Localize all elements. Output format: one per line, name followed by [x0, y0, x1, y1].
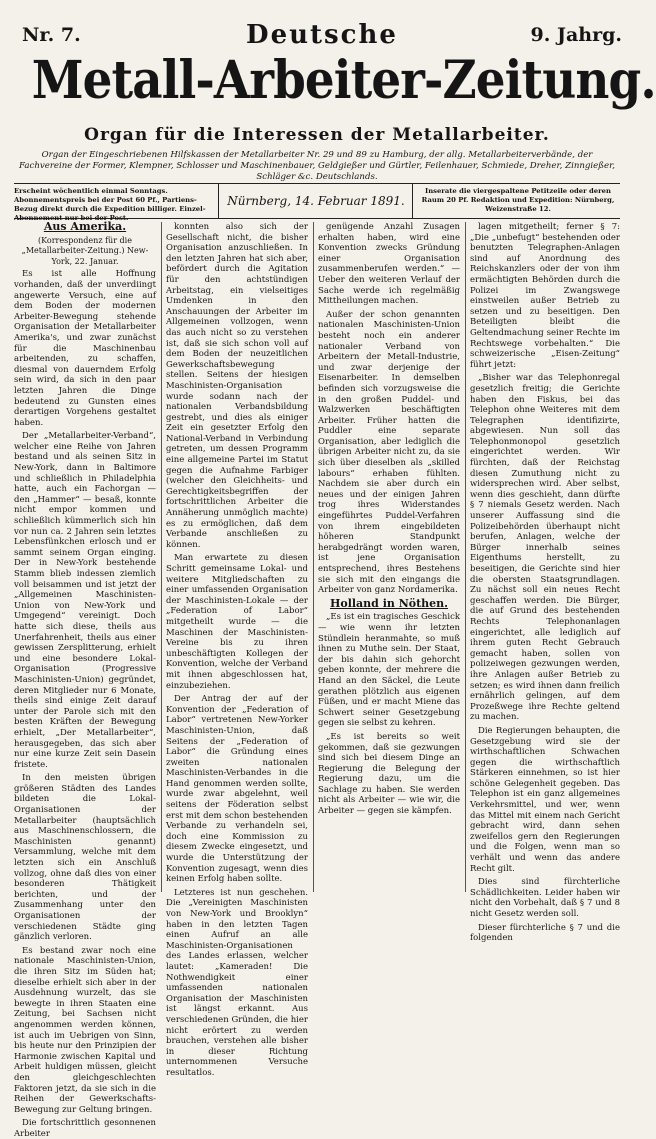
section-heading: Holland in Nöthen. — [329, 596, 449, 610]
masthead-topline — [22, 20, 622, 48]
column-rule — [465, 222, 466, 892]
paragraph: lagen mitgetheilt; ferner § 7: „Die „unbefugt“ bestehenden oder benutzten Telegraphen-Anlagen sind auf Anordnung des Reichskanzlers oder der von ihm ermächtigten Behörden durch die Polizei im Zwangswege einstweilen außer Betrieb zu setzen und zu beseitigen. Den Beteiligten bleibt die Geltendmachung seiner Rechte im Rechtswege vorbehalten.“ Die schweizerische „Eisen-Zeitung“ führt jetzt: — [470, 222, 620, 370]
column-2 — [166, 222, 308, 1078]
paragraph: Der „Metallarbeiter-Verband“, welcher eine Reihe von Jahren bestand und als seinen Sitz in New-York, dann in Baltimore und schließlich in Philadelphia hatte, auch ein Fachorgan — den „Hammer“ — besaß, konnte nicht empor kommen und schließlich kümmerlich sich hin vor nun ca. 2 Jahren sein letztes Lebensfünkchen erlosch und er sammt seinem Organ einging. Der in New-York bestehende Stamm blieb indessen ziemlich voll beisammen und ist jetzt der „Allgemeinen Maschinisten-Union von New-York und Umgegend“ vereinigt. Doch hatte sich diese, theils aus Unerfahrenheit, theils aus einer gewissen Zersplitterung, erhielt und eine besondere Lokal-Organisation (Progressive Maschinisten-Union) gegründet, deren Mitglieder nur 6 Monate, theils sind einige Zeit darauf unter der Parole sich mit den besten Kräften der Bewegung erhielt, „Der Metallarbeiter“, herausgegeben, das sich aber nur eine kurze Zeit sein Dasein fristete. — [14, 431, 156, 770]
issue-year: 9. Jahrg. — [530, 24, 622, 46]
title-top: Deutsche — [246, 20, 398, 50]
column-rule — [161, 222, 162, 892]
paragraph: „Es ist ein tragisches Geschick — wie wenn ihr letzten Stündlein heranmahte, so muß ihnen zu Muthe sein. Der Staat, der bis dahin sich gehorcht geben konnte, der mehrere die Hand an den Säckel, die Leute gerathen plötzlich aus eigenen Füßen, und er macht Miene das Schwert seiner Gesetzgebung gegen sie selbst zu kehren. — [318, 612, 460, 729]
article-heading: Aus Amerika. — [43, 220, 127, 233]
paragraph: Die Regierungen behaupten, die Gesetzgebung wird sie der wirthschaftlichen Schwachen gegen die wirthschaftlich Stärkeren einnehmen, so ist hier schöne Gelegenheit gegeben. Das Telephon ist ein ganz allgemeines Verkehrsmittel, und wer, wenn das Mittel mit einem nach Gericht gebracht wird, dann sehen zweifellos gern den Regierungen und die Folgen, wenn man so verhält und wenn das andere Recht gilt. — [470, 725, 620, 874]
paragraph: Der Antrag der auf der Konvention der „Federation of Labor“ vertretenen New-Yorker Maschinisten-Union, daß Seitens der „Federation of Labor“ die Gründung eines zweiten nationalen Maschinisten-Verbandes in die Hand genommen werden sollte, wurde zwar abgelehnt, weil seitens der Föderation selbst erst mit dem schon bestehenden Verbande zu verhandeln sei, doch eine Kommission zu diesem Zwecke eingesetzt, und wurde die Unterstützung der Konvention zugesagt, wenn dies keinen Erfolg haben sollte. — [166, 694, 308, 885]
paragraph: In den meisten übrigen größeren Städten des Landes bildeten die Lokal-Organisationen der Metallarbeiter (hauptsächlich aus Maschinenschlossern, die Maschinisten genannt) Versammlung, welche mit dem letzten sich ein Anschluß vollzog, ohne daß dies von einer besonderen Thätigkeit berichten, und der Zusammenhang unter den Organisationen der verschiedenen Städte ging gänzlich verloren. — [14, 773, 156, 943]
column-3 — [318, 222, 460, 892]
column-4 — [470, 222, 620, 944]
issue-number: Nr. 7. — [22, 24, 81, 46]
paragraph: „Bisher war das Telephonregal gesetzlich freitig; die Gerichte haben den Fiskus, bei das Telephon ohne Weiteres mit dem Telegraphen identifizirte, abgewiesen. Nun soll das Telephonmonopol gesetzlich eingerichtet werden. Wir fürchten, daß der Reichstag diesen Zumuthung nicht zu widersprechen wird. Aber selbst, wenn dies geschieht, dann dürfte § 7 niemals Gesetz werden. Nach unserer Auffassung sind die Polizeibehörden überhaupt nicht berufen, Anlagen, welche der Bürger innerhalb seines Eigenthums herstellt, zu beseitigen, die Gerichte sind hier die obersten Staatsgrundlagen. Zu nächst soll ein neues Recht geschaffen werden. Die Bürger, die auf Grund des bestehenden Rechts Telephonanlagen eingerichtet, alle lediglich auf ihrem guten Recht Gebrauch gemacht haben, sollen von polizeiwegen gezwungen werden, ihre Anlagen außer Betrieb zu setzen; es wird ihnen dann freilich ernährlich gelingen, auf dem Prozeßwege ihre Rechte geltend zu machen. — [470, 373, 620, 723]
info-bar — [14, 183, 620, 222]
column-1 — [14, 220, 156, 1139]
info-divider — [412, 184, 413, 218]
paragraph: genügende Anzahl Zusagen erhalten haben, wird eine Konvention zwecks Gründung einer Organisation zusammenberufen werden.“ — Ueber den weiteren Verlauf der Sache werde ich regelmäßig Mittheilungen machen. — [318, 222, 460, 307]
subscription-info: Erscheint wöchentlich einmal Sonntags. Abonnementspreis bei der Post 60 Pf., Partiens-Bezug direkt durch die Expedition billiger. Einzel-Abonnement nur bei der Post. — [14, 187, 206, 222]
organ-line: Organ der Eingeschriebenen Hilfskassen der Metallarbeiter Nr. 29 und 89 zu Hamburg, der allg. Metallarbeiterverbände, der Fachvereine der Former, Klempner, Schlosser und Maschinenbauer, Geldgießer und Gürtler, Feilenhauer, Schmiede, Dreher, Zinngießer, Schläger &c. Deutschlands. — [19, 150, 615, 182]
paragraph: Außer der schon genannten nationalen Maschinisten-Union besteht noch ein anderer nationaler Verband von Arbeitern der Metall-Industrie, und zwar derjenige der Eisenarbeiter. In demselben befinden sich vorzugsweise die in den großen Puddel- und Walzwerken beschäftigten Arbeiter. Früher hatten die Puddler eine separate Organisation, aber lediglich die übrigen Arbeiter nicht zu, da sie sich über dieselben als „skilled labours“ erhaben fühlten. Nachdem sie aber durch ein neues und der einigen Jahren trog ihres Widerstandes eingeführtes Puddel-Verfahren von ihrem eingebildeten höheren Standpunkt herabgedrängt worden waren, ist jene Organisation entsprechend, ihres Bestehens sie sich mit den eingangs die Arbeiter von ganz Nordamerika. — [318, 309, 460, 596]
paragraph: „Es ist bereits so weit gekommen, daß sie gezwungen sind sich bei diesem Dinge an Regierung die Belegung der Regierung dazu, um die Sachlage zu haben. Sie werden nicht als Arbeiter — wie wir, die Arbeiter — gegen sie kämpfen. — [318, 731, 460, 817]
paragraph: Dieser fürchterliche § 7 und die folgenden — [470, 922, 620, 944]
paragraph: Es bestand zwar noch eine nationale Maschinisten-Union, die ihren Sitz im Süden hat; dieselbe erhielt sich aber in der Ausdehnung wurzelt, das sie bewegte in ihren Staaten eine Zeitung, bei Sachsen nicht angenommen werden können, ist auch im Uebrigen von Sinn, bis heute nur den Prinzipien der Harmonie zwischen Kapital und Arbeit huldigen müssen, gleicht den gleichgeschlechten Faktoren jetzt, da sie sich in die Reihen der Gewerkschafts-Bewegung zur Geltung bringen. — [14, 945, 156, 1115]
info-divider — [218, 184, 219, 218]
place-date: Nürnberg, 14. Februar 1891. — [227, 194, 405, 208]
advertising-info: Inserate die viergespaltene Petitzeile oder deren Raum 20 Pf. Redaktion und Expedition: Nürnberg, Weizenstraße 12. — [421, 187, 615, 213]
paragraph: Es ist alle Hoffnung vorhanden, daß der unverdiingt angewerte Versuch, eine auf dem Boden der modernen Arbeiter-Bewegung stehende Organisation der Metallarbeiter Amerika's, und zwar zunächst für die Maschinenbau arbeitenden, zu schaffen, diesmal von dauerndem Erfolg sein wird, da sich in den paar letzten Jahren die Dinge bedeutend zu Gunsten eines derartigen Vorgehens gestaltet haben. — [14, 269, 156, 428]
paragraph: Man erwartete zu diesen Schritt gemeinsame Lokal- und weitere Mitgliedschaften zu einer umfassenden Organisation der Maschinisten-Lokale — der „Federation of Labor“ mitgetheilt wurde — die Maschinen der Maschinisten-Vereine bis zu ihren unbeschäftigten Kollegen der Konvention, welche der Verband mit ihnen abgeschlossen hat, einzubeziehen. — [166, 553, 308, 691]
newspaper-title: Metall-Arbeiter-Zeitung. — [31, 50, 656, 111]
article-dateline: (Korrespondenz für die „Metallarbeiter-Zeitung.) New-York, 22. Januar. — [21, 235, 149, 266]
column-rule — [313, 222, 314, 892]
newspaper-subtitle: Organ für die Interessen der Metallarbeiter. — [84, 125, 550, 145]
paragraph: Die fortschrittlich gesonnenen Arbeiter — [14, 1118, 156, 1139]
paragraph: konnten also sich der Gesellschaft nicht, die bisher Organisation anzuschließen. In den letzten Jahren hat sich aber, befördert durch die Agitation für den achtstündigen Arbeitstag, ein vielseitiges Umdenken in den Anschauungen der Arbeiter im Allgemeinen vollzogen, wenn das auch nicht so zu verstehen ist, daß sie sich schon voll auf dem Boden der neuzeitlichen Gewerkschaftsbewegung stellen. Seitens der hiesigen Maschinisten-Organisation wurde sodann nach der nationalen Verbandsbildung gestrebt, und dies als einiger Zeit ein gesetzter Erfolg den National-Verband in Verbindung getreten, um dessen Programm eine allgemeine Partei im Statut gegen die Aufnahme Farbiger (welcher den Gleichheits- und Gerechtigkeitsbegriffen der fortschrittlichen Arbeiter die Annäherung unmöglich machte) es zu ermöglichen, daß dem Verbande anschließen zu können. — [166, 222, 308, 550]
paragraph: Dies sind fürchterliche Schädlichkeiten. Leider haben wir nicht den Vorbehalt, daß § 7 und 8 nicht Gesetz werden soll. — [470, 877, 620, 919]
paragraph: Letzteres ist nun geschehen. Die „Vereinigten Maschinisten von New-York und Brooklyn“ haben in den letzten Tagen einen Aufruf an alle Maschinisten-Organisationen des Landes erlassen, welcher lautet: „Kameraden! Die Nothwendigkeit einer umfassenden nationalen Organisation der Maschinisten ist längst erkannt. Aus verschiedenen Gründen, die hier nicht erörtert zu werden brauchen, verstehen alle bisher in dieser Richtung unternommenen Versuche resultatlos. — [166, 887, 308, 1078]
